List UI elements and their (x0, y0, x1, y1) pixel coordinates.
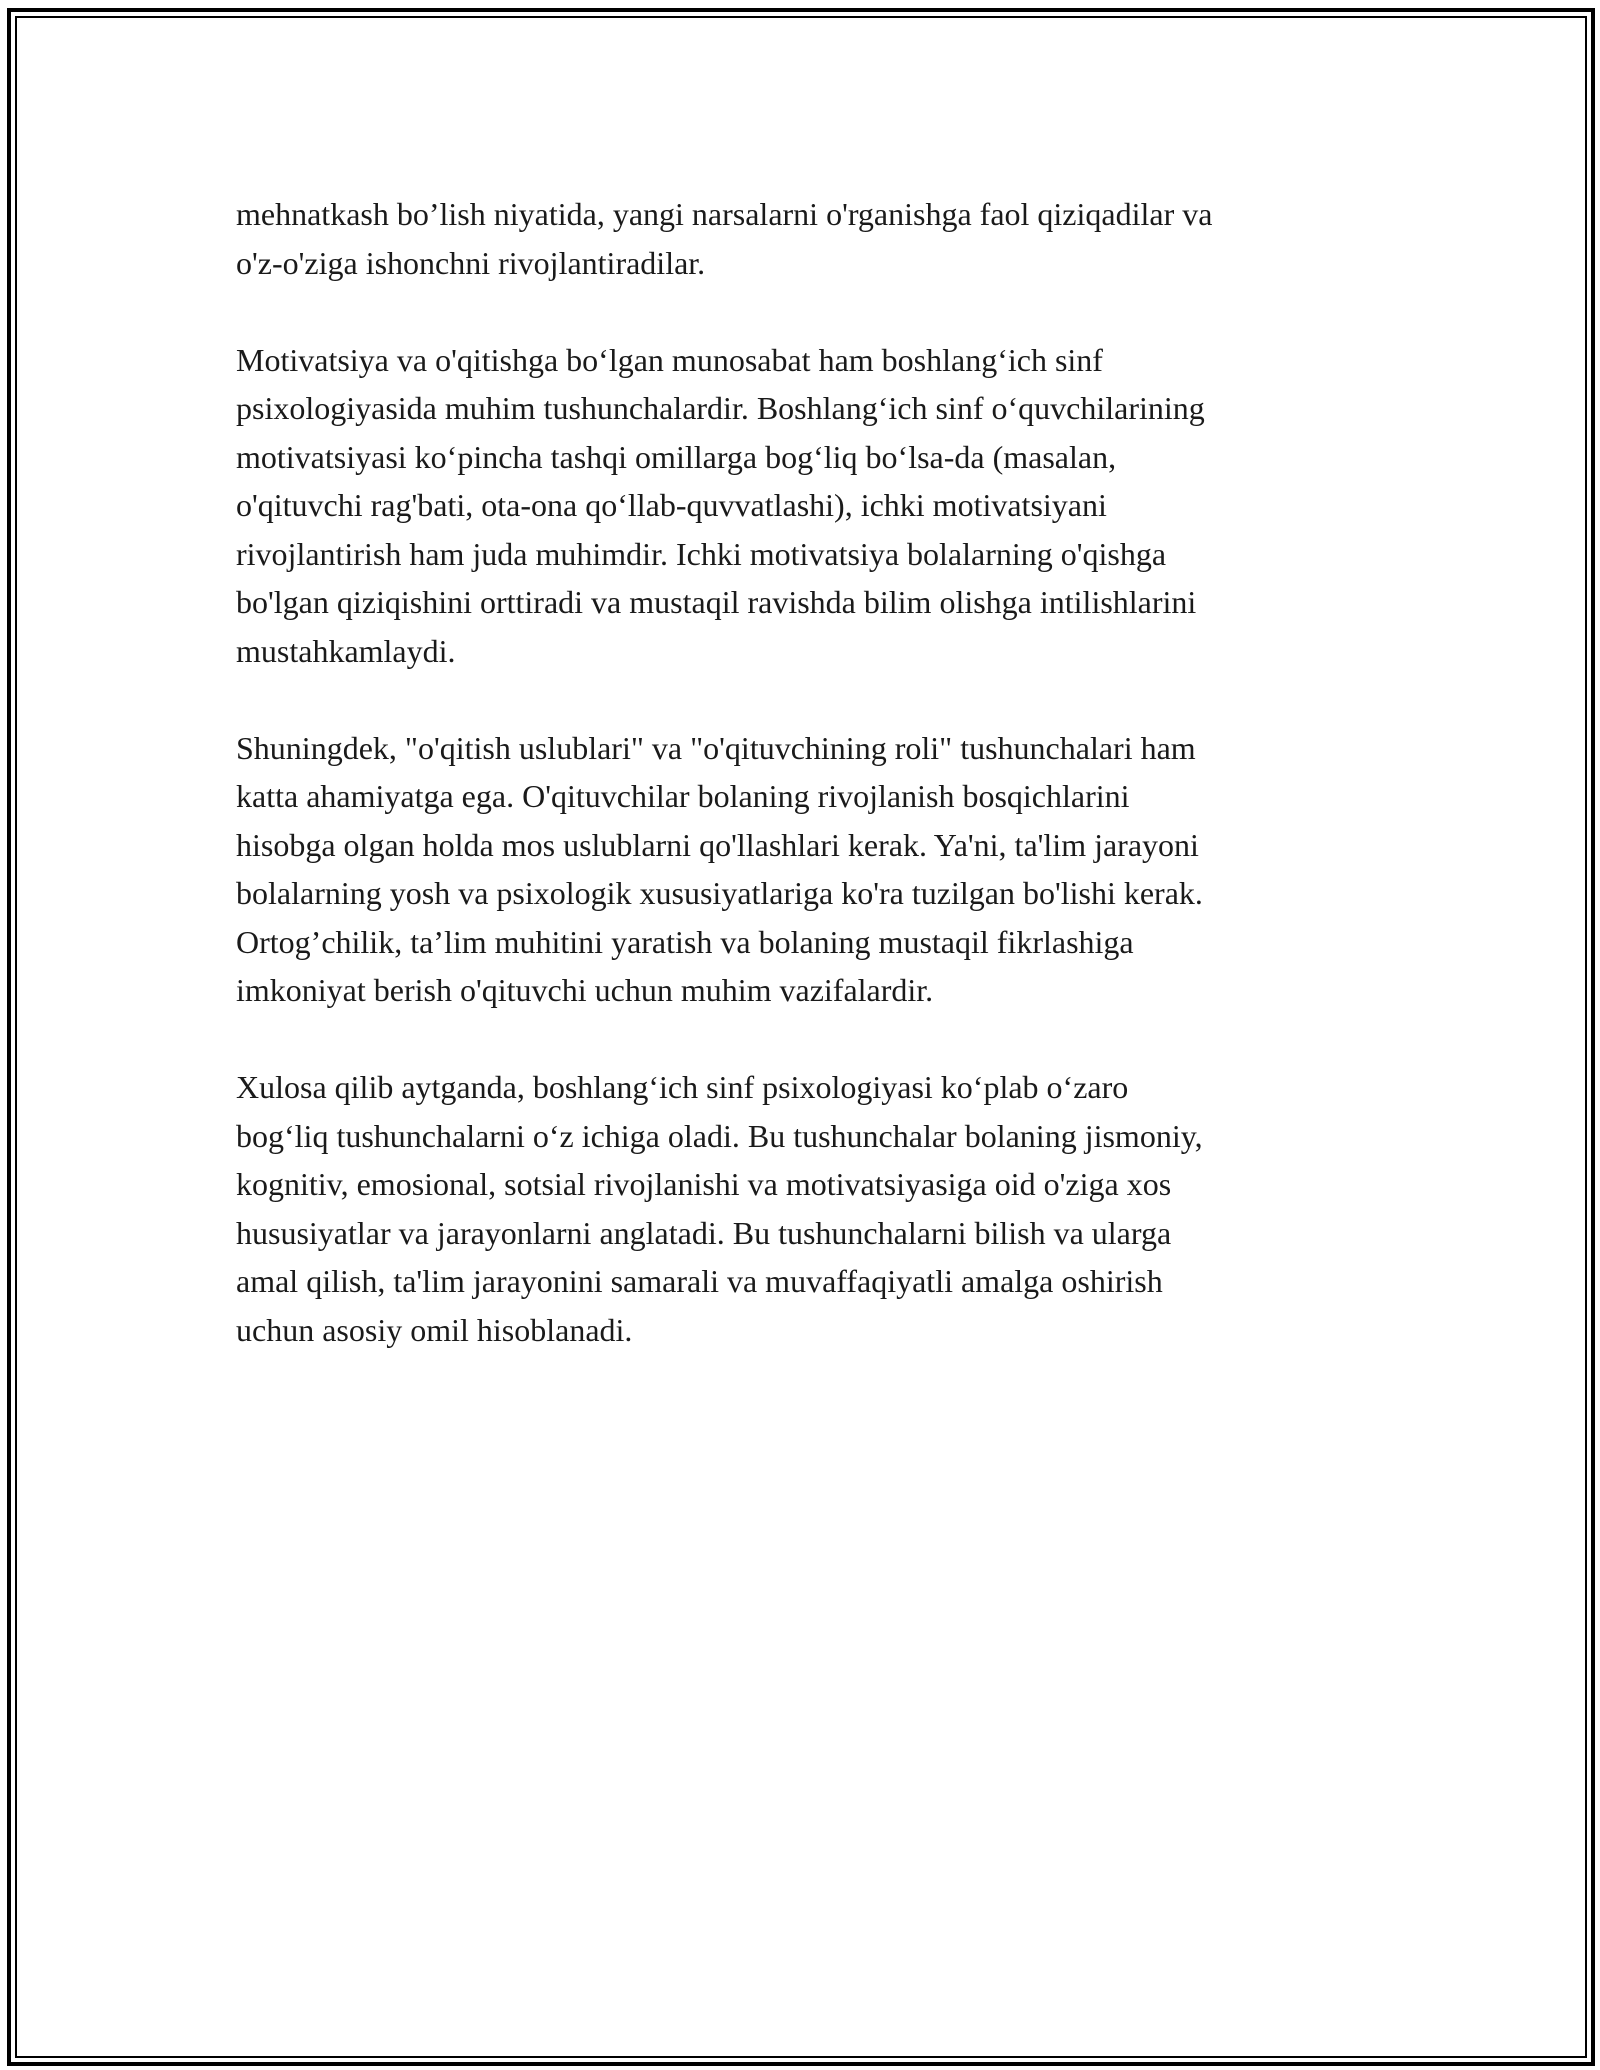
text-line: Motivatsiya va o'qitishga bo‘lgan munosabat ham boshlang‘ich sinf (236, 341, 1103, 378)
text-line: Ortog’chilik, ta’lim muhitini yaratish va bolaning mustaqil fikrlashiga (236, 923, 1134, 960)
text-line: o'qituvchi rag'bati, ota-ona qo‘llab-quvvatlashi), ichki motivatsiyani (236, 487, 1107, 523)
text-line: Shuningdek, "o'qitish uslublari" va "o'qituvchining roli" tushunchalari ham (236, 729, 1196, 766)
paragraph-1 (236, 190, 1366, 287)
text-line: rivojlantirish ham juda muhimdir. Ichki motivatsiya bolalarning o'qishga (236, 535, 1167, 572)
text-line: hisobga olgan holda mos uslublarni qo'llashlari kerak. Ya'ni, ta'lim jarayoni (236, 826, 1199, 863)
text-line: bog‘liq tushunchalarni o‘z ichiga oladi. Bu tushunchalar bolaning jismoniy, (236, 1117, 1203, 1154)
text-line: hususiyatlar va jarayonlarni anglatadi. Bu tushunchalarni bilish va ularga (236, 1214, 1172, 1251)
paragraph-3 (236, 724, 1366, 1015)
paragraph-2 (236, 336, 1366, 676)
text-line: motivatsiyasi ko‘pincha tashqi omillarga bog‘liq bo‘lsa-da (masalan, (236, 438, 1117, 475)
text-line: Xulosa qilib aytganda, boshlang‘ich sinf psixologiyasi ko‘plab o‘zaro (236, 1069, 1129, 1105)
text-line: imkoniyat berish o'qituvchi uchun muhim vazifalardir. (236, 972, 934, 1008)
paragraph-4 (236, 1063, 1366, 1354)
text-line: bo'lgan qiziqishini orttiradi va mustaqil ravishda bilim olishga intilishlarini (236, 584, 1197, 620)
text-line: kognitiv, emosional, sotsial rivojlanishi va motivatsiyasiga oid o'ziga xos (236, 1166, 1172, 1202)
text-line: o'z-o'ziga ishonchni rivojlantiradilar. (236, 244, 706, 281)
text-line: mehnatkash bo’lish niyatida, yangi narsalarni o'rganishga faol qiziqadilar va (236, 196, 1213, 232)
document-body (236, 190, 1366, 1403)
text-line: mustahkamlaydi. (236, 632, 456, 669)
text-line: uchun asosiy omil hisoblanadi. (236, 1311, 633, 1348)
text-line: amal qilish, ta'lim jarayonini samarali va muvaffaqiyatli amalga oshirish (236, 1263, 1163, 1299)
text-line: bolalarning yosh va psixologik xususiyatlariga ko'ra tuzilgan bo'lishi kerak. (236, 875, 1203, 911)
text-line: katta ahamiyatga ega. O'qituvchilar bolaning rivojlanish bosqichlarini (236, 778, 1130, 814)
text-line: psixologiyasida muhim tushunchalardir. Boshlang‘ich sinf o‘quvchilarining (236, 390, 1205, 426)
